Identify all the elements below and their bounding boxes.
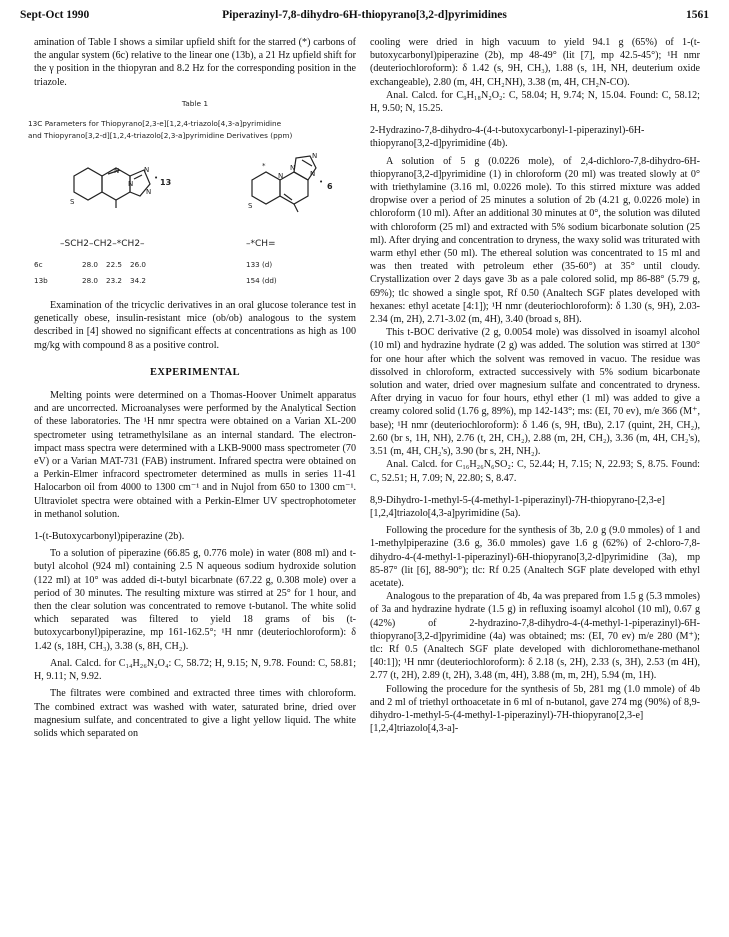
- procedure-paragraph-4b: This t-BOC derivative (2 g, 0.0054 mole) was dissolved in isoamyl alcohol (10 ml) and hydrazine hydrate (2 g) was added. The solution was stirred at 130° for one hour after which the solvent was removed in vacuo. The residue was dissolved in chloroform, extracted successively with 5% sodium bicarbonate solution and water, dried over magnesium sulfate and concentrated to dryness. After drying in vacuo for four hours, ethyl ether (1 ml) was added to give a creamy colored solid (1.76 g, 89%), mp 142-143°; ms: (EI, 70 ev), m/e 366 (M⁺, base); ¹H nmr (deuteriochloroform): δ 1.46 (s, 9H, tBu), 2.17 (quint, 2H, CH₂), 2.60 (br s, 1H, NH), 2.76 (t, 2H, CH₂), 2.88 (m, 2H, CH₂), 3.36 (m, 4H, CH₂'s), 3.51 (m, 4H, CH₂'s), 3.90 (br s, 2H, NH₂).: [370, 327, 700, 458]
- filtrates-paragraph: The filtrates were combined and extracted three times with chloroform. The combined extract was washed with water, saturated brine, dried over magnesium sulfate, and concentrated to give a light yellow liquid. The white solids which separated on: [34, 688, 356, 739]
- svg-text:N: N: [144, 166, 150, 175]
- fragment-header-sch2: –SCH2–CH2–*CH2–: [60, 239, 145, 250]
- experimental-heading: EXPERIMENTAL: [149, 366, 241, 378]
- row-label: 13b: [34, 276, 48, 286]
- procedure-paragraph-3b: A solution of 5 g (0.0226 mole), of 2,4-dichloro-7,8-dihydro-6H-thiopyrano[3,2-d]pyrimidine (1) in chloroform (20 ml) was treated slowly at 0° with triethylamine (3.16 ml, 0.0226 mole). To this stirred mixture was added dropwise over a period of 25 minutes a solution of 2b (4.21 g, 0.0226 mole) in chloroform (10 ml). After an additional 30 minutes at 0°, the solution was diluted with chloroform (25 ml) and extracted with 5% sodium bicarbonate solution (25 ml). After drying and concentration to dryness, the waxy solid was triturated with warm ethyl ether (50 ml). The ethereal solution was concentrated to 15 ml and was then treated with petroleum ether (35-60°) at 35° until cloudy. Crystallization over 2 days gave 3b as a pale colored solid, mp 86-88° (5.79 g, 69%); tlc showed a single spot, Rf 0.50 (Analtech SGF plates developed with hexanes: ethyl acetate [4:1]); ¹H nmr (deuteriochloroform): δ 1.30 (s, 9H), 2.03-2.34 (m, 2H), 2.71-3.02 (m, 4H), 3.40 (broad s, 8H).: [370, 155, 700, 326]
- table-1: [28, 97, 356, 290]
- table-row: [34, 274, 356, 290]
- experimental-paragraph: Melting points were determined on a Thomas-Hoover Unimelt apparatus and are uncorrected. Microanalyses were performed by the Analytical Section of these laboratories. The ¹H nmr spectra were obtained on a Varian XL-200 spectrometer using tetramethylsilane as an internal standard. The electron-impact mass spectra were determined with a LKB-9000 mass spectrometer (70 eV) or a Varian MAT-731 (FAB) instrument. Infrared spectra were obtained on a Perkin-Elmer infracord spectrometer determined as mulls in series 11-41 Halocarbon oil from 4000 to 1300 cm⁻¹ and in Nujol from 650 to 1300 cm⁻¹. Ultraviolet spectra were obtained with a Perkin-Elmer UV spectrophotometer in methanol solution.: [34, 390, 356, 520]
- journal-date: Sept-Oct 1990: [20, 9, 90, 21]
- table-caption-line-1: 13C Parameters for Thiopyrano[2,3-e][1,2,4-triazolo[4,3-a]pyrimidine: [28, 119, 282, 129]
- procedure-paragraph-3a: Following the procedure for the synthesis of 3b, 2.0 g (9.0 mmoles) of 1 and 1-methylpiperazine (3.6 g, 36.0 mmoles) gave 1.6 g (62%) of 2-chloro-7,8-dihydro-4-(4-methyl-1-piperazinyl)-6H-thiopyrano[3,2-d]pyrimidine (3a), mp 85-87° (lit [6], 88-90°); tlc: Rf 0.25 (Analtech SGF plate developed with ethyl acetate).: [370, 525, 700, 589]
- analysis-2b-bis: Anal. Calcd. for C₁₄H₂₆N₂O₄: C, 58.72; H, 9.15; N, 9.78. Found: C, 58.81; H, 9.11; N, 9.92.: [34, 657, 356, 683]
- procedure-paragraph-4a: Analogous to the preparation of 4b, 4a was prepared from 1.5 g (5.3 mmoles) of 3a and hydrazine hydrate (1.5 g) in refluxing isoamyl alcohol (10 ml), 0.67 g (42%) of 2-hydrazino-7,8-dihydro-4-(4-methyl-1-piperazinyl)-6H-thiopyrano[3,2-d]pyrimidine (4a) was obtained; ms: (EI, 70 ev) m/e 280 (M⁺); tlc: Rf 0.5 (Analtech SGF plate developed with dichloromethane-methanol [40:1]); ¹H nmr (deuteriochloroform): δ 2.18 (s, 2H), 2.33 (s, 3H), 2.53 (m 4H), 2.77 (t, 2H), 2.89 (t, 2H), 3.48 (m, 4H), 3.88 (m, m, 2H), 5.94 (m, 1H).: [370, 591, 700, 682]
- svg-text:S: S: [70, 198, 75, 207]
- row-value: 23.2: [106, 276, 123, 286]
- table-structures: [34, 146, 356, 238]
- right-column: [370, 36, 700, 735]
- table-row: [34, 258, 356, 274]
- svg-text:N: N: [146, 188, 152, 197]
- row-value: 154 (dd): [246, 276, 277, 286]
- table-title: Table 1: [181, 98, 209, 108]
- row-value: 28.0: [82, 276, 99, 286]
- table-caption: [28, 118, 368, 142]
- svg-text:N: N: [290, 164, 296, 173]
- row-value: 34.2: [130, 276, 147, 286]
- svg-text:N: N: [128, 180, 134, 189]
- procedure-paragraph-5a: Following the procedure for the synthesis of 5b, 281 mg (1.0 mmole) of 4b and 2 ml of triethyl orthoacetate in 6 ml of n-butanol, gave 274 mg (90%) of 8,9-dihydro-1-methyl-5-(4-methyl-1-piperazinyl)-7H-thiopyrano[2,3-e][1,2,4]triazolo[4,3-a]-: [370, 683, 700, 735]
- svg-text:*: *: [262, 162, 266, 171]
- running-title: Piperazinyl-7,8-dihydro-6H-thiopyrano[3,2-d]pyrimidines: [222, 9, 507, 21]
- row-label: 6c: [34, 260, 43, 270]
- structure-13-drawing: [74, 168, 150, 208]
- left-column: [28, 36, 356, 740]
- row-value: 26.0: [130, 260, 147, 270]
- table-caption-line-2: and Thiopyrano[3,2-d][1,2,4-triazolo[2,3-a]pyrimidine Derivatives (ppm): [28, 131, 293, 141]
- continued-paragraph: cooling were dried in high vacuum to yield 94.1 g (65%) of 1-(t-butoxycarbonyl)piperazine (2b), mp 48-49° (lit [7], mp 42.5-45°); ¹H nmr (deuteriochloroform): δ 1.42 (s, 9H, CH₃), 1.88 (s, 1H, NH, deuterium oxide exchangeable), 2.80 (m, 4H, CH₂NH), 3.38 (m, 4H, CH₂N-CO).: [370, 37, 700, 88]
- subsection-title-4b: 2-Hydrazino-7,8-dihydro-4-(4-t-butoxycarbonyl-1-piperazinyl)-6H-thiopyrano[3,2-d]pyrimidine (4b).: [370, 125, 645, 150]
- subsection-title-5a: 8,9-Dihydro-1-methyl-5-(4-methyl-1-piperazinyl)-7H-thiopyrano-[2,3-e][1,2,4]triazolo[4,3-a]pyrimidine (5a).: [370, 494, 665, 519]
- structure-drawings: [34, 146, 356, 238]
- subsection-title-2b: 1-(t-Butoxycarbonyl)piperazine (2b).: [34, 531, 185, 543]
- page-number: 1561: [686, 9, 709, 21]
- fragment-header-row: [34, 238, 356, 258]
- svg-text:•: •: [319, 178, 324, 187]
- svg-text:N: N: [312, 152, 318, 161]
- row-value: 133 (d): [246, 260, 273, 270]
- row-value: 28.0: [82, 260, 99, 270]
- svg-text:S: S: [248, 202, 253, 211]
- svg-text:N: N: [310, 170, 316, 179]
- svg-text:•: •: [154, 174, 159, 183]
- fragment-header-ch: –*CH=: [246, 239, 276, 250]
- page-header: [20, 9, 709, 27]
- structure-label-13: 13: [160, 178, 172, 188]
- structure-label-6: 6: [327, 182, 333, 192]
- svg-text:N: N: [278, 172, 284, 181]
- analysis-4b: Anal. Calcd. for C₁₆H₂₆N₆SO₂: C, 52.44; H, 7.15; N, 22.93; S, 8.75. Found: C, 52.51; H, 7.09; N, 22.80; S, 8.47.: [370, 459, 700, 484]
- procedure-paragraph-2b: To a solution of piperazine (66.85 g, 0.776 mole) in water (808 ml) and t-butyl alcohol (924 ml) containing 2.5 N aqueous sodium hydroxide solution (122 ml) at 10° was added di-t-butyl bicarbnate (67.22 g, 0.308 mole) over a period of 30 minutes. The resulting mixture was stirred at 25° for 1 hour, and then the clear solution was concentrated to remove t-butanol. The white solid which separated was filtered to yield 18 grams of bis (t-butoxycarbonyl)piperazine, mp 161-162.5°; ¹H nmr (deuteriochloroform): δ 1.42 (s, 18H, CH₃), 3.38 (s, 8H, CH₂).: [34, 548, 356, 652]
- intro-paragraph: amination of Table I shows a similar upfield shift for the starred (*) carbons of the angular system (6c) relative to the linear one (13b), a 21 Hz upfield shift for the γ position in the thiopyran and 8.2 Hz for the corresponding position in the triazole.: [34, 37, 356, 88]
- analysis-2b: Anal. Calcd. for C₉H₁₈N₂O₂: C, 58.04; H, 9.74; N, 15.04. Found: C, 58.12; H, 9.50; N, 15.25.: [370, 89, 700, 115]
- row-value: 22.5: [106, 260, 123, 270]
- svg-text:N: N: [114, 167, 120, 176]
- examination-paragraph: Examination of the tricyclic derivatives in an oral glucose tolerance test in genetically obese, insulin-resistant mice (ob/ob) analogous to the system described in [4] showed no significant effects at concentrations as high as 100 mg/kg with compound 8 as a positive control.: [34, 300, 356, 351]
